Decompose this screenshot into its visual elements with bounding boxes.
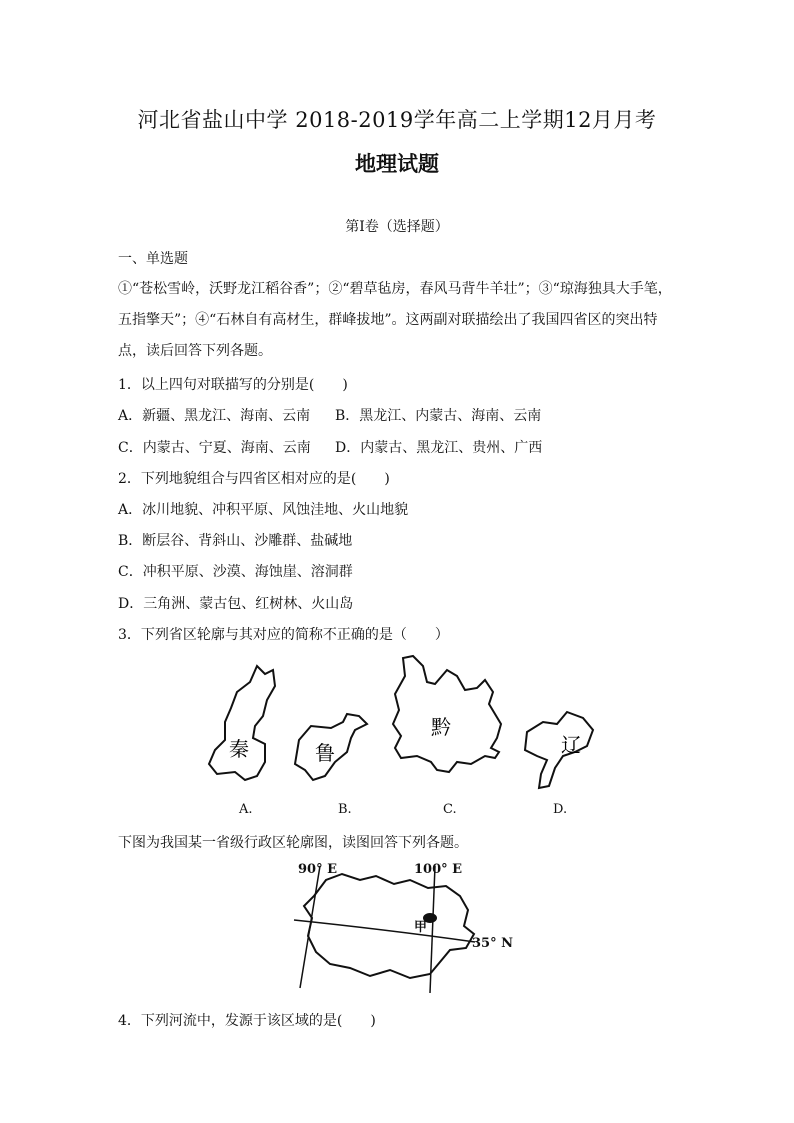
liaoning-outline	[525, 712, 593, 788]
map-c-name: 黔	[431, 715, 451, 739]
map-d-letter: D.	[553, 802, 568, 817]
q1-option-c: C．内蒙古、宁夏、海南、云南	[118, 440, 311, 456]
q2-option-d: D．三角洲、蒙古包、红树林、火山岛	[118, 596, 354, 612]
question-4-stem: 4．下列河流中，发源于该区域的是( )	[118, 1013, 376, 1029]
exam-subtitle: 地理试题	[355, 151, 439, 176]
guizhou-outline	[393, 656, 501, 772]
q2-option-b: B．断层谷、背斜山、沙雕群、盐碱地	[118, 533, 353, 549]
lat-35-label: 35° N	[472, 936, 513, 951]
lat-35-line	[294, 920, 475, 942]
lon-90-label: 90° E	[298, 862, 338, 877]
map-b-name: 鲁	[315, 741, 335, 765]
lon-100-label: 100° E	[414, 862, 463, 877]
part-label: 一、单选题	[118, 251, 188, 267]
q1-option-a: A．新疆、黑龙江、海南、云南	[118, 408, 311, 424]
map-d-name: 辽	[561, 733, 581, 757]
map-intro-text: 下图为我国某一省级行政区轮廓图，读图回答下列各题。	[118, 835, 468, 851]
map-b-letter: B.	[338, 802, 352, 817]
q2-option-c: C．冲积平原、沙漠、海蚀崖、溶洞群	[118, 564, 353, 580]
q1-option-d: D．内蒙古、黑龙江、贵州、广西	[335, 440, 543, 456]
province-outline	[304, 874, 474, 978]
q1-option-b: B．黑龙江、内蒙古、海南、云南	[335, 408, 542, 424]
question-1-stem: 1．以上四句对联描写的分别是( )	[118, 377, 348, 393]
province-map-figure	[290, 858, 520, 998]
map-a-name: 秦	[229, 737, 249, 761]
map-c-letter: C.	[443, 802, 457, 817]
q2-option-a: A．冰川地貌、冲积平原、风蚀洼地、火山地貌	[118, 502, 409, 518]
question-3-stem: 3．下列省区轮廓与其对应的简称不正确的是（ ）	[118, 627, 449, 643]
point-jia-label: 甲	[414, 920, 428, 935]
section-title: 第Ⅰ卷（选择题）	[345, 219, 449, 235]
intro-paragraph: ①“苍松雪岭，沃野龙江稻谷香”；②“碧草毡房，春风马背牛羊壮”；③“琼海独具大手笔，五指擎天”；④“石林自有高材生，群峰拔地”。这两副对联描绘出了我国四省区的突出特点，读后回答下列各题。	[118, 281, 672, 359]
exam-title: 河北省盐山中学 2018-2019学年高二上学期12月月考	[137, 108, 657, 132]
shaanxi-outline	[209, 666, 275, 780]
map-a-letter: A.	[239, 802, 253, 817]
question-2-stem: 2．下列地貌组合与四省区相对应的是( )	[118, 471, 390, 487]
province-outlines-figure	[195, 652, 595, 800]
